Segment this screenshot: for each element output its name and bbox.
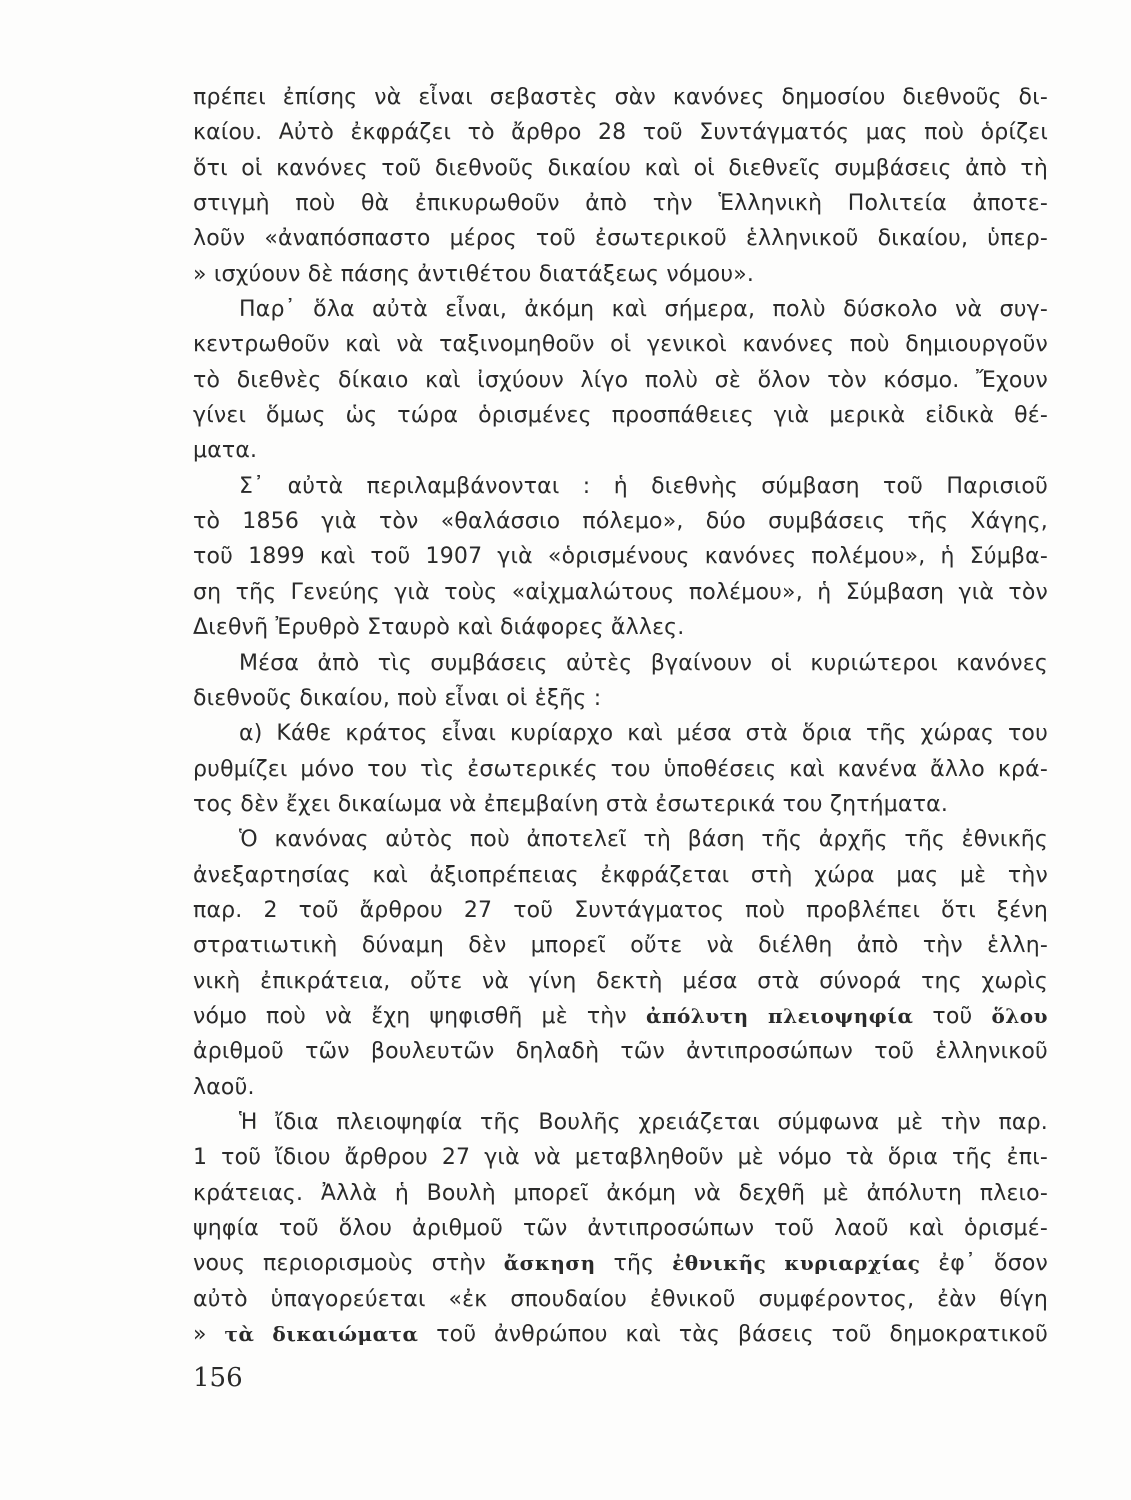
text-segment: » — [193, 1322, 207, 1348]
text-line-25: στρατιωτικὴ δύναμη δὲν μπορεῖ οὔτε νὰ διέλθη ἀπὸ τὴν ἑλλη- — [193, 933, 1048, 959]
bold-phrase: ὅλου — [991, 1003, 1049, 1028]
text-line-13: τὸ 1856 γιὰ τὸν «θαλάσσιο πόλεμο», δύο συμβάσεις τῆς Χάγης, — [193, 509, 1048, 535]
text-segment: νόμο ποὺ νὰ ἔχη ψηφισθῆ μὲ τὴν — [193, 1003, 627, 1029]
text-segment: τῆς — [613, 1251, 655, 1277]
text-line-15: ση τῆς Γενεύης γιὰ τοὺς «αἰχμαλώτους πολέμου», ἡ Σύμβαση γιὰ τὸν — [193, 579, 1048, 605]
text-line-23: ἀνεξαρτησίας καὶ ἀξιοπρέπειας ἐκφράζεται στὴ χώρα μας μὲ τὴν — [193, 862, 1048, 888]
text-line-28: ἀριθμοῦ τῶν βουλευτῶν δηλαδὴ τῶν ἀντιπροσώπων τοῦ ἑλληνικοῦ — [193, 1039, 1048, 1065]
text-segment: νους περιορισμοὺς στὴν — [193, 1251, 486, 1277]
text-line-7: Παρ᾽ ὅλα αὐτὰ εἶναι, ἀκόμη καὶ σήμερα, πολὺ δύσκολο νὰ συγ- — [239, 297, 1048, 323]
text-line-12: Σ᾽ αὐτὰ περιλαμβάνονται : ἡ διεθνὴς σύμβαση τοῦ Παρισιοῦ — [239, 473, 1048, 499]
text-line-32: κράτειας. Ἀλλὰ ἡ Βουλὴ μπορεῖ ἀκόμη νὰ δεχθῆ μὲ ἀπόλυτη πλειο- — [193, 1180, 1048, 1206]
text-line-5: λοῦν «ἀναπόσπαστο μέρος τοῦ ἐσωτερικοῦ ἑλληνικοῦ δικαίου, ὑπερ- — [193, 226, 1048, 252]
text-line-30: Ἡ ἴδια πλειοψηφία τῆς Βουλῆς χρειάζεται σύμφωνα μὲ τὴν παρ. — [239, 1109, 1048, 1135]
text-line-2: καίου. Αὐτὸ ἐκφράζει τὸ ἄρθρο 28 τοῦ Συντάγματός μας ποὺ ὁρίζει — [193, 120, 1048, 146]
text-line-33: ψηφία τοῦ ὅλου ἀριθμοῦ τῶν ἀντιπροσώπων τοῦ λαοῦ καὶ ὁρισμέ- — [193, 1216, 1048, 1241]
body-text — [193, 80, 1048, 1352]
text-line-3: ὅτι οἱ κανόνες τοῦ διεθνοῦς δικαίου καὶ οἱ διεθνεῖς συμβάσεις ἀπὸ τὴ — [193, 155, 1048, 181]
text-segment: τοῦ ἀνθρώπου καὶ τὰς βάσεις τοῦ δημοκρατικοῦ — [436, 1322, 1048, 1348]
bold-phrase: τὰ δικαιώματα — [224, 1322, 419, 1347]
text-line-27 — [193, 999, 1048, 1034]
text-line-21: τος δὲν ἔχει δικαίωμα νὰ ἐπεμβαίνη στὰ ἐσωτερικά του ζητήματα. — [193, 791, 949, 817]
text-line-16: Διεθνῆ Ἐρυθρὸ Σταυρὸ καὶ διάφορες ἄλλες. — [193, 615, 685, 641]
text-line-10: γίνει ὅμως ὡς τώρα ὁρισμένες προσπάθειες γιὰ μερικὰ εἰδικὰ θέ- — [193, 403, 1048, 429]
text-line-29: λαοῦ. — [193, 1074, 255, 1100]
bold-phrase: ἀπόλυτη πλειοψηφία — [645, 1003, 914, 1028]
text-line-19: α) Κάθε κράτος εἶναι κυρίαρχο καὶ μέσα στὰ ὅρια τῆς χώρας του — [239, 721, 1048, 747]
text-line-8: κεντρωθοῦν καὶ νὰ ταξινομηθοῦν οἱ γενικοὶ κανόνες ποὺ δημιουργοῦν — [193, 332, 1048, 358]
text-line-31: 1 τοῦ ἴδιου ἄρθρου 27 γιὰ νὰ μεταβληθοῦν μὲ νόμο τὰ ὅρια τῆς ἐπι- — [193, 1145, 1048, 1171]
text-line-17: Μέσα ἀπὸ τὶς συμβάσεις αὐτὲς βγαίνουν οἱ κυριώτεροι κανόνες — [239, 650, 1048, 676]
text-line-4: στιγμὴ ποὺ θὰ ἐπικυρωθοῦν ἀπὸ τὴν Ἑλληνικὴ Πολιτεία ἀποτε- — [193, 191, 1048, 217]
text-line-36 — [193, 1317, 1048, 1352]
text-line-26: νικὴ ἐπικράτεια, οὔτε νὰ γίνη δεκτὴ μέσα στὰ σύνορά της χωρὶς — [193, 968, 1048, 994]
text-line-1: πρέπει ἐπίσης νὰ εἶναι σεβαστὲς σὰν κανόνες δημοσίου διεθνοῦς δι- — [193, 85, 1048, 110]
text-segment: ἐφ᾽ ὅσον — [938, 1251, 1048, 1277]
text-line-20: ρυθμίζει μόνο του τὶς ἐσωτερικές του ὑποθέσεις καὶ κανένα ἄλλο κρά- — [193, 756, 1048, 782]
text-line-14: τοῦ 1899 καὶ τοῦ 1907 γιὰ «ὁρισμένους κανόνες πολέμου», ἡ Σύμβα- — [193, 544, 1048, 570]
text-line-6: » ισχύουν δὲ πάσης ἀντιθέτου διατάξεως νόμου». — [193, 261, 755, 287]
text-segment: τοῦ — [932, 1003, 973, 1029]
text-line-34 — [193, 1246, 1048, 1281]
text-line-35: αὐτὸ ὑπαγορεύεται «ἐκ σπουδαίου ἐθνικοῦ συμφέροντος, ἐὰν θίγη — [193, 1286, 1048, 1312]
text-line-9: τὸ διεθνὲς δίκαιο καὶ ἰσχύουν λίγο πολὺ σὲ ὅλον τὸν κόσμο. Ἔχουν — [193, 367, 1048, 393]
bold-phrase: ἄσκηση — [503, 1251, 596, 1276]
text-line-22: Ὁ κανόνας αὐτὸς ποὺ ἀποτελεῖ τὴ βάση τῆς ἀρχῆς τῆς ἐθνικῆς — [239, 827, 1048, 853]
page-number: 156 — [193, 1363, 243, 1393]
bold-phrase: ἐθνικῆς κυριαρχίας — [672, 1251, 921, 1276]
text-line-18: διεθνοῦς δικαίου, ποὺ εἶναι οἱ ἑξῆς : — [193, 685, 602, 711]
text-line-11: ματα. — [193, 438, 258, 464]
text-line-24: παρ. 2 τοῦ ἄρθρου 27 τοῦ Συντάγματος ποὺ προβλέπει ὅτι ξένη — [193, 897, 1048, 923]
